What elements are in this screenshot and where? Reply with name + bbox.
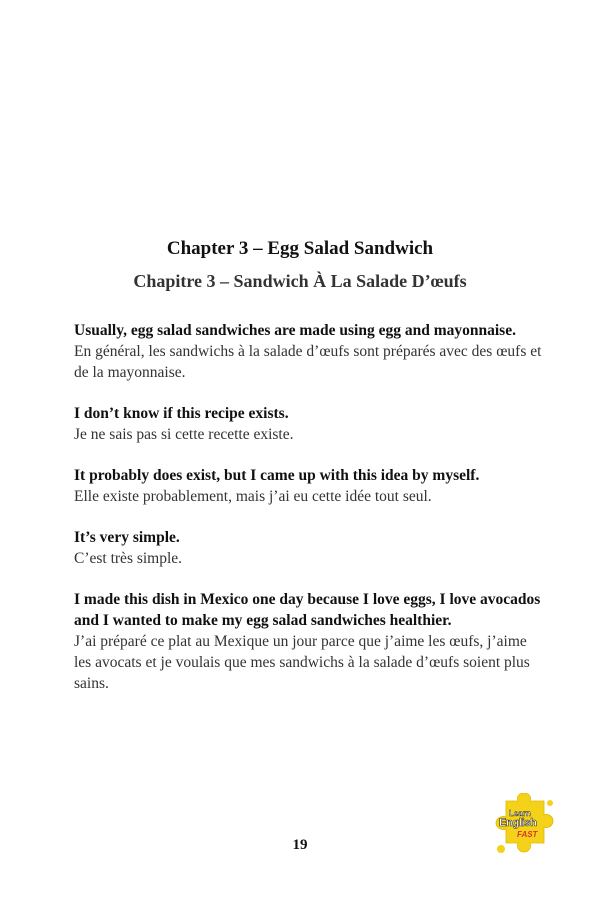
paragraph-pair	[74, 403, 544, 445]
paragraph-pair	[74, 465, 544, 507]
page-number: 19	[292, 837, 308, 853]
puzzle-piece-icon	[492, 793, 556, 857]
french-translation: Elle existe probablement, mais j’ai eu cette idée tout seul.	[74, 488, 432, 505]
english-sentence: I made this dish in Mexico one day because I love eggs, I love avocados and I wanted to make my egg salad sandwiches healthier.	[74, 591, 541, 629]
french-translation: J’ai préparé ce plat au Mexique un jour parce que j’aime les œufs, j’aime les avocats et je voulais que mes sandwichs à la salade d’œufs soient plus sains.	[74, 633, 530, 692]
learn-english-fast-logo	[492, 793, 556, 857]
paragraph-pair	[74, 527, 544, 569]
logo-learn-text: Learn	[509, 809, 531, 818]
logo-fast-text: FAST	[517, 830, 538, 839]
english-sentence: Usually, egg salad sandwiches are made using egg and mayonnaise.	[74, 322, 516, 339]
chapter-content	[74, 320, 544, 714]
paragraph-pair	[74, 589, 544, 694]
english-sentence: I don’t know if this recipe exists.	[74, 405, 289, 422]
french-translation: C’est très simple.	[74, 550, 183, 567]
english-sentence: It’s very simple.	[74, 529, 180, 546]
chapter-title: Chapter 3 – Egg Salad Sandwich	[166, 238, 434, 259]
english-sentence: It probably does exist, but I came up with this idea by myself.	[74, 467, 480, 484]
french-translation: En général, les sandwichs à la salade d’œufs sont préparés avec des œufs et de la mayonnaise.	[74, 343, 542, 381]
chapter-subtitle: Chapitre 3 – Sandwich À La Salade D’œufs	[133, 271, 467, 291]
french-translation: Je ne sais pas si cette recette existe.	[74, 426, 294, 443]
paragraph-pair	[74, 320, 544, 383]
logo-english-text: English	[499, 817, 537, 829]
